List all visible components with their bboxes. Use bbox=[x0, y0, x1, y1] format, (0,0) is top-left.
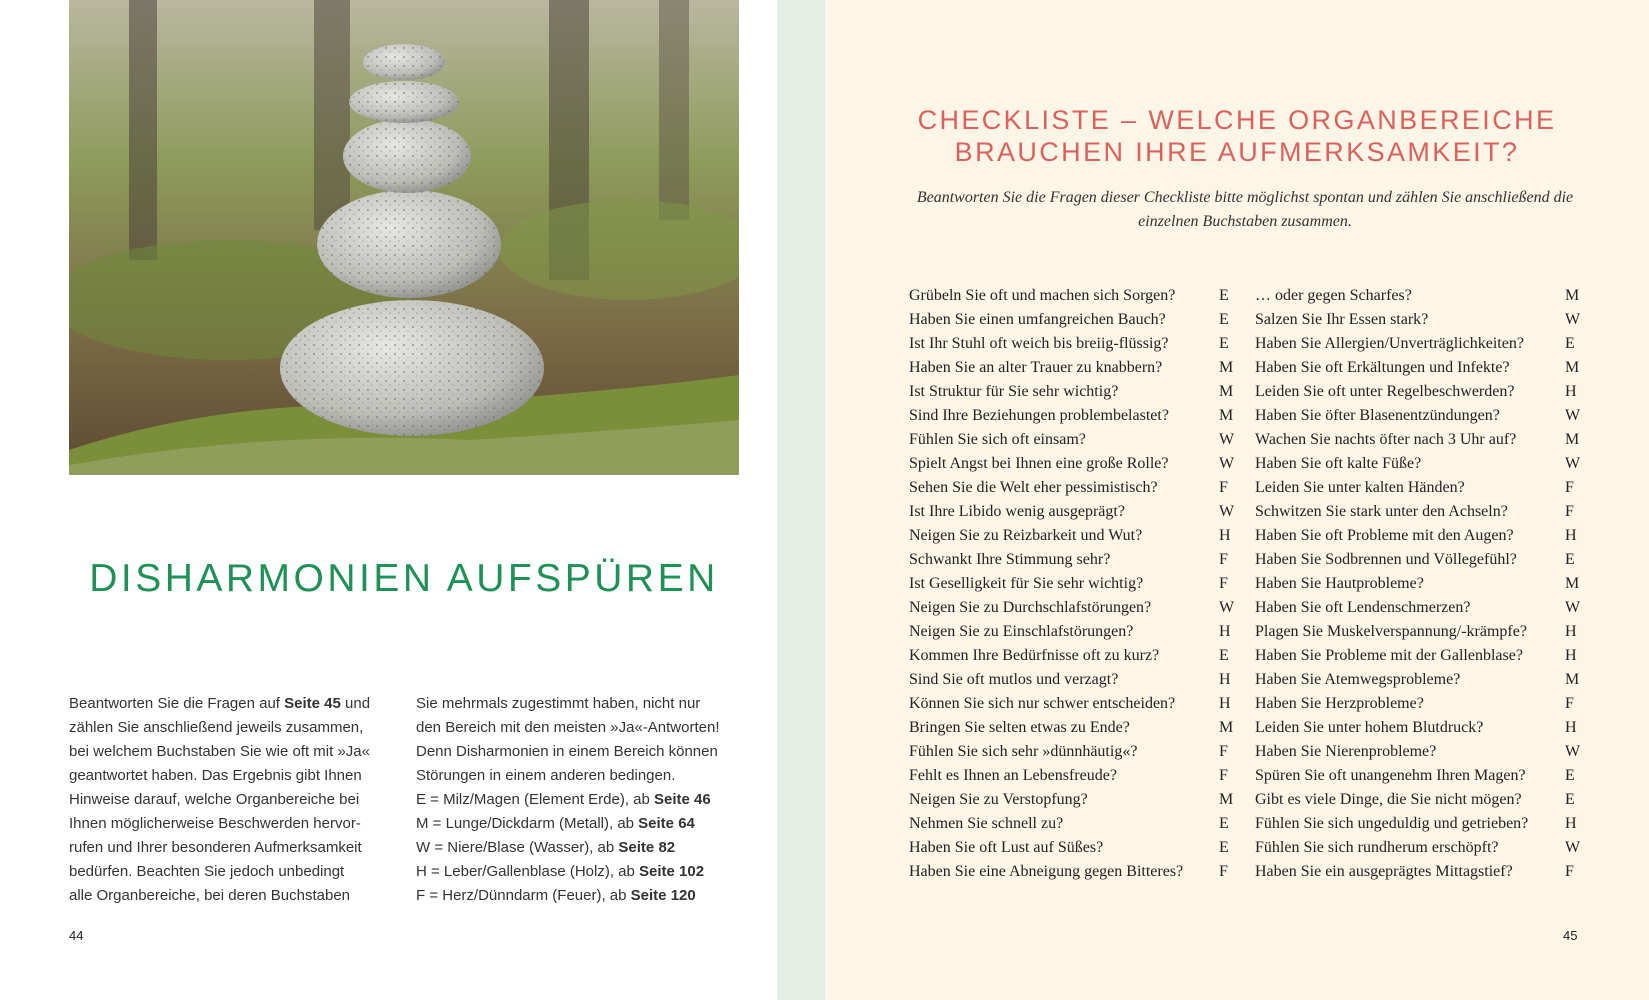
checklist-item bbox=[1255, 692, 1595, 716]
checklist-letter: W bbox=[1219, 599, 1235, 616]
checklist-letter: F bbox=[1565, 479, 1574, 496]
checklist-item bbox=[1255, 836, 1595, 860]
checklist-letter: H bbox=[1565, 815, 1577, 832]
body-line bbox=[69, 884, 399, 908]
checklist-question: Fehlt es Ihnen an Lebensfreude? bbox=[909, 767, 1117, 784]
checklist-question: Nehmen Sie schnell zu? bbox=[909, 815, 1064, 832]
body-text: E = Milz/Magen (Element Erde), ab bbox=[416, 791, 655, 808]
body-text: rufen und Ihrer besonderen Aufmerksamkeit bbox=[69, 839, 362, 856]
body-text: bedürfen. Beachten Sie jedoch unbedingt bbox=[69, 863, 345, 880]
checklist-question: Haben Sie Probleme mit der Gallenblase? bbox=[1255, 647, 1523, 664]
body-text: H = Leber/Gallenblase (Holz), ab bbox=[416, 863, 640, 880]
checklist-letter: W bbox=[1565, 839, 1581, 856]
checklist-item bbox=[909, 860, 1249, 884]
page-number-left: 44 bbox=[69, 928, 84, 943]
body-line bbox=[416, 812, 746, 836]
body-text: F = Herz/Dünndarm (Feuer), ab bbox=[416, 887, 631, 904]
body-text: geantwortet haben. Das Ergebnis gibt Ihnen bbox=[69, 767, 362, 784]
checklist-item bbox=[1255, 572, 1595, 596]
checklist-question: Haben Sie Herzprobleme? bbox=[1255, 695, 1424, 712]
checklist-letter: H bbox=[1565, 719, 1577, 736]
body-line bbox=[69, 764, 399, 788]
checklist-question: Können Sie sich nur schwer entscheiden? bbox=[909, 695, 1176, 712]
checklist-question: Fühlen Sie sich oft einsam? bbox=[909, 431, 1086, 448]
checklist-item bbox=[909, 572, 1249, 596]
page-reference: Seite 64 bbox=[638, 815, 695, 832]
checklist-question: Wachen Sie nachts öfter nach 3 Uhr auf? bbox=[1255, 431, 1517, 448]
body-text: den Bereich mit den meisten »Ja«-Antworten! bbox=[416, 719, 720, 736]
page-reference: Seite 82 bbox=[618, 839, 676, 856]
body-text: Denn Disharmonien in einem Bereich können bbox=[416, 743, 718, 760]
checklist-letter: W bbox=[1565, 407, 1581, 424]
checklist-letter: W bbox=[1219, 503, 1235, 520]
checklist-letter: H bbox=[1219, 671, 1231, 688]
checklist-letter: M bbox=[1219, 359, 1234, 376]
page-number-right: 45 bbox=[1563, 928, 1578, 943]
checklist-item bbox=[1255, 812, 1595, 836]
title-line-1: CHECKLISTE – WELCHE ORGANBEREICHE bbox=[917, 105, 1557, 135]
checklist-letter: E bbox=[1219, 287, 1229, 304]
checklist-letter: M bbox=[1565, 671, 1580, 688]
body-line bbox=[416, 692, 746, 716]
checklist-letter: H bbox=[1219, 695, 1231, 712]
checklist-question: Sind Sie oft mutlos und verzagt? bbox=[909, 671, 1119, 688]
checklist-item bbox=[909, 332, 1249, 356]
checklist-item bbox=[1255, 404, 1595, 428]
checklist-item bbox=[909, 356, 1249, 380]
checklist-question: Sind Ihre Beziehungen problembelastet? bbox=[909, 407, 1169, 424]
checklist-column-right bbox=[1255, 284, 1595, 884]
checklist-item bbox=[1255, 860, 1595, 884]
checklist-letter: E bbox=[1565, 551, 1575, 568]
checklist-question: Haben Sie oft kalte Füße? bbox=[1255, 455, 1422, 472]
checklist-letter: M bbox=[1565, 575, 1580, 592]
checklist-item bbox=[909, 404, 1249, 428]
checklist-letter: F bbox=[1219, 863, 1228, 880]
checklist-letter: M bbox=[1219, 719, 1234, 736]
checklist-question: Sehen Sie die Welt eher pessimistisch? bbox=[909, 479, 1158, 496]
body-text: M = Lunge/Dickdarm (Metall), ab bbox=[416, 815, 639, 832]
checklist-letter: W bbox=[1565, 311, 1581, 328]
body-line bbox=[69, 740, 399, 764]
checklist-letter: F bbox=[1565, 695, 1574, 712]
checklist-question: Haben Sie Atemwegsprobleme? bbox=[1255, 671, 1461, 688]
body-line bbox=[69, 812, 399, 836]
checklist-question: Neigen Sie zu Durchschlafstörungen? bbox=[909, 599, 1152, 616]
stacked-stones-icon bbox=[69, 0, 739, 475]
checklist-item bbox=[1255, 548, 1595, 572]
title-line-2: BRAUCHEN IHRE AUFMERKSAMKEIT? bbox=[954, 137, 1520, 167]
checklist-question: Kommen Ihre Bedürfnisse oft zu kurz? bbox=[909, 647, 1160, 664]
checklist-letter: E bbox=[1219, 815, 1229, 832]
checklist-letter: W bbox=[1565, 599, 1581, 616]
checklist-question: Haben Sie oft Probleme mit den Augen? bbox=[1255, 527, 1514, 544]
checklist-item bbox=[1255, 356, 1595, 380]
checklist-question: Haben Sie einen umfangreichen Bauch? bbox=[909, 311, 1166, 328]
body-text: und bbox=[340, 695, 371, 712]
checklist-question: Ist Ihre Libido wenig ausgeprägt? bbox=[909, 503, 1125, 520]
checklist-letter: W bbox=[1565, 743, 1581, 760]
checklist-item bbox=[909, 284, 1249, 308]
checklist-item bbox=[1255, 500, 1595, 524]
checklist-question: Schwitzen Sie stark unter den Achseln? bbox=[1255, 503, 1508, 520]
checklist-question: Haben Sie Nierenprobleme? bbox=[1255, 743, 1437, 760]
checklist-letter: E bbox=[1219, 335, 1229, 352]
page-title-left: DISHARMONIEN AUFSPÜREN bbox=[89, 557, 719, 600]
body-text: bei welchem Buchstaben Sie wie oft mit »Ja« bbox=[69, 743, 370, 760]
checklist-letter: F bbox=[1219, 743, 1228, 760]
checklist-letter: W bbox=[1565, 455, 1581, 472]
checklist-letter: M bbox=[1219, 791, 1234, 808]
checklist-question: Grübeln Sie oft und machen sich Sorgen? bbox=[909, 287, 1176, 304]
checklist-item bbox=[909, 716, 1249, 740]
body-line bbox=[416, 884, 746, 908]
body-column-a bbox=[69, 692, 399, 908]
checklist-letter: E bbox=[1565, 791, 1575, 808]
checklist-letter: E bbox=[1219, 311, 1229, 328]
body-column-b bbox=[416, 692, 746, 908]
checklist-item bbox=[909, 740, 1249, 764]
checklist-letter: F bbox=[1219, 551, 1228, 568]
checklist-item bbox=[909, 524, 1249, 548]
checklist-letter: H bbox=[1565, 647, 1577, 664]
checklist-question: … oder gegen Scharfes? bbox=[1255, 287, 1412, 304]
body-line bbox=[416, 788, 746, 812]
checklist-letter: E bbox=[1565, 767, 1575, 784]
checklist-item bbox=[909, 380, 1249, 404]
checklist-question: Haben Sie ein ausgeprägtes Mittagstief? bbox=[1255, 863, 1513, 880]
page-reference: Seite 46 bbox=[654, 791, 711, 808]
checklist-item bbox=[1255, 476, 1595, 500]
body-line bbox=[69, 692, 399, 716]
checklist-question: Haben Sie öfter Blasenentzündungen? bbox=[1255, 407, 1500, 424]
checklist-letter: M bbox=[1565, 287, 1580, 304]
checklist-item bbox=[909, 620, 1249, 644]
body-text: alle Organbereiche, bei deren Buchstaben bbox=[69, 887, 351, 904]
checklist-item bbox=[909, 596, 1249, 620]
stacked-stones-photo bbox=[69, 0, 739, 475]
checklist-item bbox=[909, 428, 1249, 452]
checklist-letter: M bbox=[1219, 383, 1234, 400]
body-line bbox=[416, 716, 746, 740]
checklist-letter: E bbox=[1219, 839, 1229, 856]
checklist-item bbox=[1255, 452, 1595, 476]
checklist-letter: M bbox=[1219, 407, 1234, 424]
checklist-question: Leiden Sie unter hohem Blutdruck? bbox=[1255, 719, 1484, 736]
page-gutter bbox=[777, 0, 825, 1000]
checklist-letter: F bbox=[1565, 863, 1574, 880]
checklist-question: Spüren Sie oft unangenehm Ihren Magen? bbox=[1255, 767, 1526, 784]
checklist-letter: E bbox=[1565, 335, 1575, 352]
checklist-letter: H bbox=[1219, 527, 1231, 544]
checklist-letter: E bbox=[1219, 647, 1229, 664]
checklist-column-left bbox=[909, 284, 1249, 884]
checklist-item bbox=[909, 668, 1249, 692]
checklist-item bbox=[1255, 524, 1595, 548]
body-line bbox=[69, 836, 399, 860]
checklist-letter: H bbox=[1565, 383, 1577, 400]
checklist-item bbox=[1255, 332, 1595, 356]
checklist-question: Spielt Angst bei Ihnen eine große Rolle? bbox=[909, 455, 1169, 472]
checklist-item bbox=[1255, 788, 1595, 812]
checklist-item bbox=[909, 788, 1249, 812]
checklist-question: Neigen Sie zu Reizbarkeit und Wut? bbox=[909, 527, 1143, 544]
page-reference: Seite 120 bbox=[630, 887, 696, 904]
checklist-letter: F bbox=[1565, 503, 1574, 520]
body-line bbox=[416, 764, 746, 788]
checklist-question: Fühlen Sie sich rundherum erschöpft? bbox=[1255, 839, 1499, 856]
checklist-question: Plagen Sie Muskelverspannung/-krämpfe? bbox=[1255, 623, 1527, 640]
checklist-question: Haben Sie oft Lust auf Süßes? bbox=[909, 839, 1104, 856]
body-line bbox=[416, 860, 746, 884]
body-text: W = Niere/Blase (Wasser), ab bbox=[416, 839, 619, 856]
checklist-item bbox=[1255, 668, 1595, 692]
checklist-question: Haben Sie eine Abneigung gegen Bitteres? bbox=[909, 863, 1184, 880]
body-text: Hinweise darauf, welche Organbereiche bei bbox=[69, 791, 360, 808]
checklist-question: Leiden Sie unter kalten Händen? bbox=[1255, 479, 1465, 496]
checklist-question: Schwankt Ihre Stimmung sehr? bbox=[909, 551, 1111, 568]
body-text: Ihnen möglicherweise Beschwerden hervor- bbox=[69, 815, 361, 832]
body-text: Beantworten Sie die Fragen auf bbox=[69, 695, 285, 712]
checklist-letter: F bbox=[1219, 479, 1228, 496]
checklist-item bbox=[909, 476, 1249, 500]
body-text: Sie mehrmals zugestimmt haben, nicht nur bbox=[416, 695, 701, 712]
body-line bbox=[69, 860, 399, 884]
checklist-item bbox=[909, 692, 1249, 716]
checklist-letter: F bbox=[1219, 575, 1228, 592]
checklist-question: Haben Sie Allergien/Unverträglichkeiten? bbox=[1255, 335, 1524, 352]
checklist-question: Leiden Sie oft unter Regelbeschwerden? bbox=[1255, 383, 1515, 400]
checklist-question: Neigen Sie zu Verstopfung? bbox=[909, 791, 1088, 808]
checklist-question: Ist Geselligkeit für Sie sehr wichtig? bbox=[909, 575, 1144, 592]
checklist-question: Haben Sie Sodbrennen und Völlegefühl? bbox=[1255, 551, 1517, 568]
body-line bbox=[416, 836, 746, 860]
checklist-item bbox=[909, 548, 1249, 572]
checklist-letter: H bbox=[1565, 527, 1577, 544]
checklist-question: Neigen Sie zu Einschlafstörungen? bbox=[909, 623, 1134, 640]
page-reference: Seite 102 bbox=[639, 863, 705, 880]
checklist-intro: Beantworten Sie die Fragen dieser Checkliste bitte möglichst spontan und zählen Sie anschließend die einzelnen Buchstaben zusammen. bbox=[916, 189, 1574, 230]
body-line bbox=[69, 716, 399, 740]
checklist-question: Haben Sie oft Lendenschmerzen? bbox=[1255, 599, 1471, 616]
checklist-question: Bringen Sie selten etwas zu Ende? bbox=[909, 719, 1130, 736]
checklist-item bbox=[909, 500, 1249, 524]
checklist-item bbox=[909, 308, 1249, 332]
checklist-letter: W bbox=[1219, 431, 1235, 448]
checklist-item bbox=[1255, 716, 1595, 740]
checklist-question: Ist Ihr Stuhl oft weich bis breiig-flüssig? bbox=[909, 335, 1169, 352]
checklist-letter: F bbox=[1219, 767, 1228, 784]
checklist-question: Ist Struktur für Sie sehr wichtig? bbox=[909, 383, 1119, 400]
checklist-item bbox=[1255, 428, 1595, 452]
checklist-letter: M bbox=[1565, 359, 1580, 376]
checklist-letter: H bbox=[1219, 623, 1231, 640]
checklist-letter: M bbox=[1565, 431, 1580, 448]
checklist-item bbox=[1255, 380, 1595, 404]
body-text: Störungen in einem anderen bedingen. bbox=[416, 767, 676, 784]
checklist-item bbox=[1255, 596, 1595, 620]
checklist-item bbox=[1255, 308, 1595, 332]
page-title-right bbox=[825, 104, 1649, 168]
checklist-question: Haben Sie oft Erkältungen und Infekte? bbox=[1255, 359, 1510, 376]
checklist-letter: H bbox=[1565, 623, 1577, 640]
checklist-item bbox=[1255, 764, 1595, 788]
checklist-question: Fühlen Sie sich sehr »dünnhäutig«? bbox=[909, 743, 1138, 760]
body-line bbox=[416, 740, 746, 764]
checklist-question: Haben Sie Hautprobleme? bbox=[1255, 575, 1424, 592]
body-text: zählen Sie anschließend jeweils zusammen, bbox=[69, 719, 364, 736]
checklist-item bbox=[909, 764, 1249, 788]
body-line bbox=[69, 788, 399, 812]
checklist-item bbox=[909, 812, 1249, 836]
checklist-item bbox=[1255, 284, 1595, 308]
checklist-item bbox=[1255, 620, 1595, 644]
checklist-question: Fühlen Sie sich ungeduldig und getrieben? bbox=[1255, 815, 1529, 832]
checklist-question: Haben Sie an alter Trauer zu knabbern? bbox=[909, 359, 1163, 376]
checklist-item bbox=[909, 836, 1249, 860]
checklist-item bbox=[1255, 644, 1595, 668]
checklist-question: Gibt es viele Dinge, die Sie nicht mögen? bbox=[1255, 791, 1522, 808]
checklist-letter: W bbox=[1219, 455, 1235, 472]
page-reference: Seite 45 bbox=[284, 695, 341, 712]
checklist-item bbox=[909, 644, 1249, 668]
checklist-item bbox=[1255, 740, 1595, 764]
checklist-item bbox=[909, 452, 1249, 476]
checklist-question: Salzen Sie Ihr Essen stark? bbox=[1255, 311, 1429, 328]
